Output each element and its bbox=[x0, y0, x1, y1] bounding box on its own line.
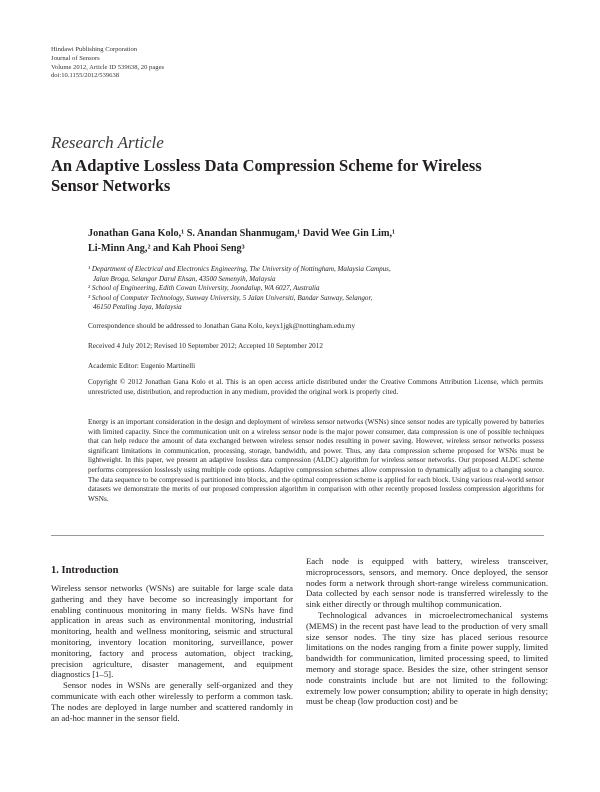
journal-name: Journal of Sensors bbox=[51, 54, 100, 62]
journal-header bbox=[51, 46, 164, 81]
affiliations bbox=[88, 265, 533, 313]
affiliation-1-cont: Jalan Broga, Selangor Darul Ehsan, 43500 Semenyih, Malaysia bbox=[93, 274, 276, 283]
abstract: Energy is an important consideration in the design and deployment of wireless sensor networks (WSNs) since sensor nodes are typically powered by batteries with limited capacity. Since the communication unit on a wireless sensor node is the major power consumer, data compression is one of possible techniques that can help reduce the amount of data exchanged between wireless sensor nodes resulting in power saving. However, wireless sensor networks possess significant limitations in communication, processing, storage, bandwidth, and power. Thus, any data compression scheme proposed for WSNs must be lightweight. In this paper, we present an adaptive lossless data compression (ALDC) algorithm for wireless sensor networks. Our proposed ALDC scheme performs compression losslessly using multiple code options. Adaptive compression schemes allow compression to dynamically adjust to a changing source. The data sequence to be compressed is partitioned into blocks, and the optimal compression scheme is applied for each block. Using various real-world sensor datasets we demonstrate the merits of our proposed compression algorithm in comparison with other recently proposed lossless compression algorithms for WSNs. bbox=[88, 418, 544, 503]
paragraph: Wireless sensor networks (WSNs) are suitable for large scale data gathering and they have become so increasingly important for enabling continuous monitoring in many fields. WSNs have find application in areas such as environmental monitoring, industrial monitoring, health and wellness monitoring, seismic and structural monitoring, inventory location monitoring, surveillance, power monitoring, factory and process automation, object tracking, precision agriculture, disaster management, and equipment diagnostics [1–5]. bbox=[51, 583, 293, 680]
author-list bbox=[88, 226, 528, 256]
dates: Received 4 July 2012; Revised 10 September 2012; Accepted 10 September 2012 bbox=[88, 342, 323, 350]
affiliation-2: ² School of Engineering, Edith Cowan University, Joondalup, WA 6027, Australia bbox=[88, 284, 320, 293]
correspondence: Correspondence should be addressed to Jonathan Gana Kolo, keyx1jgk@nottingham.edu.my bbox=[88, 322, 356, 330]
right-column bbox=[306, 556, 548, 707]
article-type: Research Article bbox=[51, 133, 164, 152]
paragraph: Each node is equipped with battery, wireless transceiver, microprocessors, sensors, and memory. Once deployed, the sensor nodes form a network through short-range wireless communication. Data collected by each sensor node is transferred wirelessly to the sink either directly or through multihop communication. bbox=[306, 556, 548, 610]
authors-line-2: Li-Minn Ang,² and Kah Phooi Seng³ bbox=[88, 243, 245, 254]
left-column bbox=[51, 583, 293, 723]
affiliation-3: ³ School of Computer Technology, Sunway University, 5 Jalan Universiti, Bandar Sunway, Selangor, bbox=[88, 293, 373, 302]
paragraph: Sensor nodes in WSNs are generally self-organized and they communicate with each other wirelessly to perform a common task. The nodes are deployed in large number and scattered randomly in an ad-hoc manner in the sensor field. bbox=[51, 680, 293, 723]
publisher: Hindawi Publishing Corporation bbox=[51, 46, 138, 53]
section-heading: 1. Introduction bbox=[51, 565, 119, 576]
affiliation-1: ¹ Department of Electrical and Electronics Engineering, The University of Nottingham, Malaysia Campus, bbox=[88, 265, 391, 273]
section-divider bbox=[51, 535, 544, 536]
academic-editor: Academic Editor: Eugenio Martinelli bbox=[88, 362, 196, 370]
doi: doi:10.1155/2012/539638 bbox=[51, 72, 120, 80]
authors-line-1: Jonathan Gana Kolo,¹ S. Anandan Shanmugam,¹ David Wee Gin Lim,¹ bbox=[88, 228, 396, 239]
copyright-notice: Copyright © 2012 Jonathan Gana Kolo et al. This is an open access article distributed under the Creative Commons Attribution License, which permits unrestricted use, distribution, and reproduction in any medium, provided the original work is properly cited. bbox=[88, 378, 543, 396]
affiliation-3-cont: 46150 Petaling Jaya, Malaysia bbox=[93, 303, 182, 312]
paragraph: Technological advances in microelectromechanical systems (MEMS) in the recent past have lead to the production of very small size sensor nodes. The tiny size has placed serious resource limitations on the nodes ranging from a finite power supply, limited bandwidth for communication, limited processing speed, to limited memory and storage space. Besides the size, other stringent sensor node constraints include but are not limited to the following: extremely low power consumption; ability to operate in high density; must be cheap (low production cost) and be bbox=[306, 609, 548, 707]
paper-title: An Adaptive Lossless Data Compression Scheme for Wireless Sensor Networks bbox=[51, 156, 482, 195]
volume-info: Volume 2012, Article ID 539638, 20 pages bbox=[51, 63, 165, 71]
